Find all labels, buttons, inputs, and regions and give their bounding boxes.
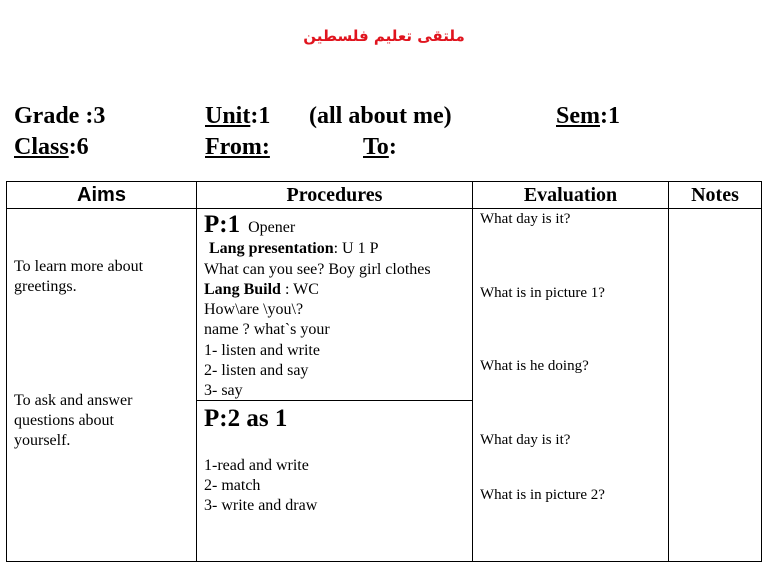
evaluation-question: What day is it? — [480, 211, 571, 227]
aim-line: To learn more about — [14, 258, 144, 275]
evaluation-question: What is in picture 1? — [480, 285, 605, 301]
table-body-row — [7, 209, 762, 562]
aim-line: questions about — [14, 412, 114, 429]
evaluation-cell — [473, 209, 669, 562]
unit-label-text: Unit — [205, 103, 251, 129]
p1-label: P:1 — [204, 211, 241, 238]
procedure-divider — [197, 400, 472, 401]
p1-title: Opener — [248, 219, 296, 236]
procedure-line: What can you see? Boy girl clothes — [204, 261, 431, 278]
procedure-line: How\are \you\? — [204, 301, 304, 318]
evaluation-question: What is in picture 2? — [480, 487, 605, 503]
procedure-step: 2- listen and say — [204, 362, 309, 379]
aims-cell — [7, 209, 197, 562]
sem-value: :1 — [600, 103, 620, 129]
aim-line: greetings. — [14, 278, 77, 295]
site-title: ملتقى تعليم فلسطين — [303, 27, 465, 45]
notes-cell — [669, 209, 762, 562]
table-header-row — [7, 182, 762, 209]
to-label-text: To — [363, 134, 389, 160]
aim-line: yourself. — [14, 432, 71, 449]
p1-heading — [204, 211, 295, 239]
procedure-step: 3- write and draw — [204, 497, 318, 514]
lang-presentation-line — [209, 239, 379, 259]
from-label: From: — [205, 134, 270, 160]
lang-build-label: Lang Build — [204, 281, 281, 298]
procedure-step: 1-read and write — [204, 457, 309, 474]
class-label — [14, 133, 89, 161]
sem-label — [556, 102, 620, 130]
evaluation-question: What day is it? — [480, 432, 571, 448]
procedure-step: 1- listen and write — [204, 342, 320, 359]
class-label-text: Class — [14, 134, 69, 160]
procedure-step: 2- match — [204, 477, 261, 494]
column-header-evaluation: Evaluation — [473, 182, 669, 209]
class-value: :6 — [68, 134, 89, 160]
unit-topic: (all about me) — [309, 103, 452, 129]
to-suffix: : — [388, 134, 397, 160]
column-header-procedures: Procedures — [197, 182, 473, 209]
lesson-plan-table — [6, 181, 762, 562]
procedure-step: 3- say — [204, 382, 243, 399]
unit-label — [205, 102, 270, 130]
column-header-notes: Notes — [669, 182, 762, 209]
procedure-line: name ? what`s your — [204, 321, 330, 338]
lang-presentation-label: Lang presentation — [209, 240, 334, 257]
procedures-cell — [197, 209, 473, 562]
column-header-aims: Aims — [7, 182, 197, 209]
p2-heading: P:2 as 1 — [204, 405, 288, 432]
aim-line: To ask and answer — [14, 392, 133, 409]
lang-build-line — [204, 280, 319, 300]
unit-value: :1 — [250, 103, 271, 129]
grade-label: Grade :3 — [14, 103, 106, 129]
to-label — [363, 133, 397, 161]
sem-label-text: Sem — [556, 103, 600, 129]
lang-build-value: : WC — [280, 281, 319, 298]
evaluation-question: What is he doing? — [480, 358, 589, 374]
lang-presentation-value: : U 1 P — [333, 240, 379, 257]
